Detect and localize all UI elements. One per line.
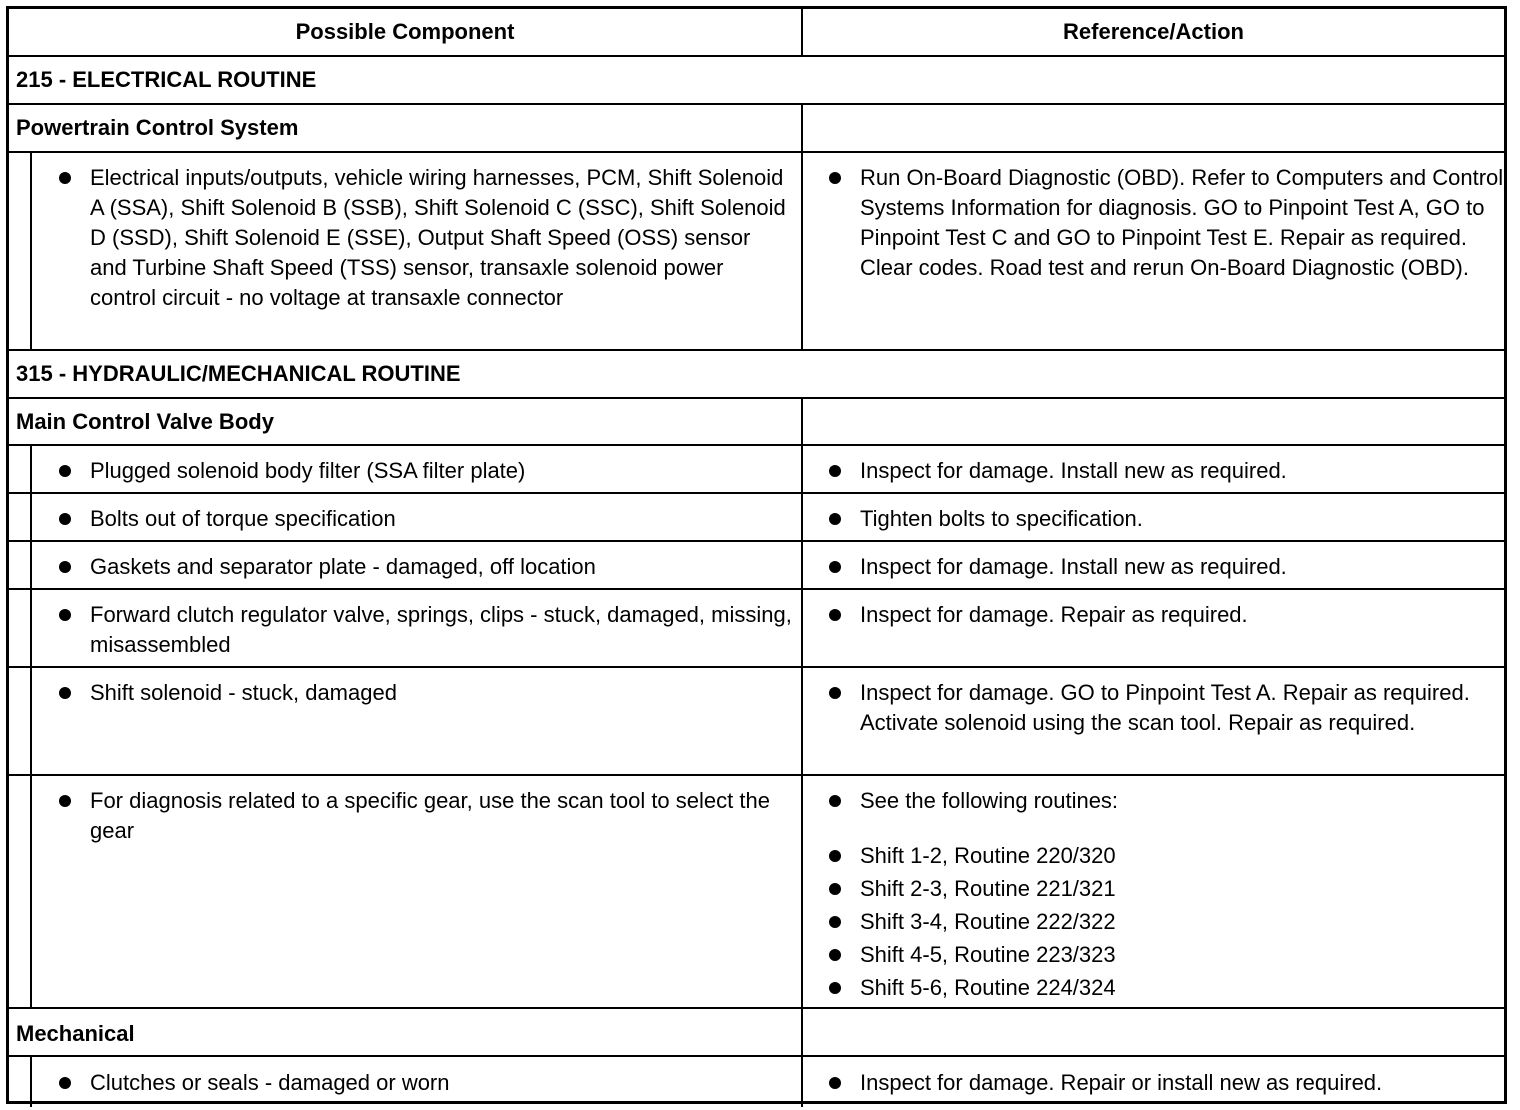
action-text: Inspect for damage. Repair as required.: [860, 602, 1248, 627]
bullet-icon: [829, 907, 841, 937]
bullet-icon: [829, 504, 841, 534]
row-divider: [9, 397, 1504, 399]
component-text: Shift solenoid - stuck, damaged: [90, 680, 397, 705]
component-text: For diagnosis related to a specific gear, use the scan tool to select the gear: [90, 788, 770, 843]
bullet-icon: [829, 940, 841, 970]
bullet-icon: [829, 600, 841, 630]
diagnostic-table: [6, 6, 1507, 1104]
bullet-icon: [59, 678, 71, 708]
component-text: Forward clutch regulator valve, springs, clips - stuck, damaged, missing, misassembled: [90, 602, 792, 657]
routine-item: Shift 5-6, Routine 224/324: [860, 975, 1116, 1000]
bullet-icon: [829, 163, 841, 193]
routine-item: Shift 1-2, Routine 220/320: [860, 843, 1116, 868]
row-divider: [9, 444, 1504, 446]
bullet-icon: [829, 841, 841, 871]
bullet-icon: [829, 456, 841, 486]
bullet-icon: [59, 1068, 71, 1098]
row-divider: [9, 492, 1504, 494]
component-text: Gaskets and separator plate - damaged, off location: [90, 554, 596, 579]
header-possible-component: Possible Component: [295, 19, 515, 44]
column-divider: [801, 397, 803, 1107]
bullet-icon: [829, 874, 841, 904]
row-divider: [9, 588, 1504, 590]
component-text: Clutches or seals - damaged or worn: [90, 1070, 450, 1095]
component-text: Electrical inputs/outputs, vehicle wiring harnesses, PCM, Shift Solenoid A (SSA), Shift Solenoid B (SSB), Shift Solenoid C (SSC), Shift Solenoid D (SSD), Shift Solenoid E (SSE), Output Shaft Speed (OSS) sensor and Turbine Shaft Speed (TSS) sensor, transaxle solenoid power control circuit - no voltage at transaxle connector: [90, 165, 786, 310]
bullet-icon: [59, 552, 71, 582]
indent-divider: [30, 1055, 32, 1107]
group-main-control-valve-body: Main Control Valve Body: [16, 409, 274, 434]
bullet-icon: [829, 786, 841, 816]
row-divider: [9, 103, 1504, 105]
column-divider: [801, 103, 803, 349]
bullet-icon: [59, 504, 71, 534]
action-text: Run On-Board Diagnostic (OBD). Refer to Computers and Control Systems Information for diagnosis. GO to Pinpoint Test A, GO to Pinpoint Test C and GO to Pinpoint Test E. Repair as required. Clear codes. Road test and rerun On-Board Diagnostic (OBD).: [860, 165, 1504, 280]
row-divider: [9, 55, 1504, 57]
bullet-icon: [829, 973, 841, 1003]
row-divider: [9, 349, 1504, 351]
header-reference-action: Reference/Action: [1063, 19, 1244, 44]
action-text: Tighten bolts to specification.: [860, 506, 1143, 531]
action-text: See the following routines:: [860, 788, 1119, 813]
column-divider: [801, 9, 803, 55]
group-powertrain-control-system: Powertrain Control System: [16, 115, 299, 140]
row-divider: [9, 774, 1504, 776]
row-divider: [9, 1007, 1504, 1009]
bullet-icon: [59, 163, 71, 193]
bullet-icon: [829, 678, 841, 708]
action-text: Inspect for damage. Repair or install new as required.: [860, 1070, 1383, 1095]
action-text: Inspect for damage. GO to Pinpoint Test A. Repair as required. Activate solenoid using the scan tool. Repair as required.: [860, 680, 1470, 735]
bullet-icon: [59, 786, 71, 816]
routine-item: Shift 4-5, Routine 223/323: [860, 942, 1116, 967]
row-divider: [9, 666, 1504, 668]
bullet-icon: [59, 456, 71, 486]
row-divider: [9, 1055, 1504, 1057]
indent-divider: [30, 444, 32, 1007]
action-text: Inspect for damage. Install new as required.: [860, 554, 1287, 579]
action-text: Inspect for damage. Install new as required.: [860, 458, 1287, 483]
component-text: Bolts out of torque specification: [90, 506, 396, 531]
section-electrical-routine: 215 - ELECTRICAL ROUTINE: [16, 67, 317, 92]
row-divider: [9, 540, 1504, 542]
group-mechanical: Mechanical: [16, 1021, 135, 1046]
row-divider: [9, 151, 1504, 153]
routine-item: Shift 3-4, Routine 222/322: [860, 909, 1116, 934]
indent-divider: [30, 151, 32, 349]
bullet-icon: [829, 552, 841, 582]
bullet-icon: [59, 600, 71, 630]
bullet-icon: [829, 1068, 841, 1098]
routine-item: Shift 2-3, Routine 221/321: [860, 876, 1116, 901]
section-hydraulic-mechanical-routine: 315 - HYDRAULIC/MECHANICAL ROUTINE: [16, 361, 461, 386]
component-text: Plugged solenoid body filter (SSA filter plate): [90, 458, 526, 483]
